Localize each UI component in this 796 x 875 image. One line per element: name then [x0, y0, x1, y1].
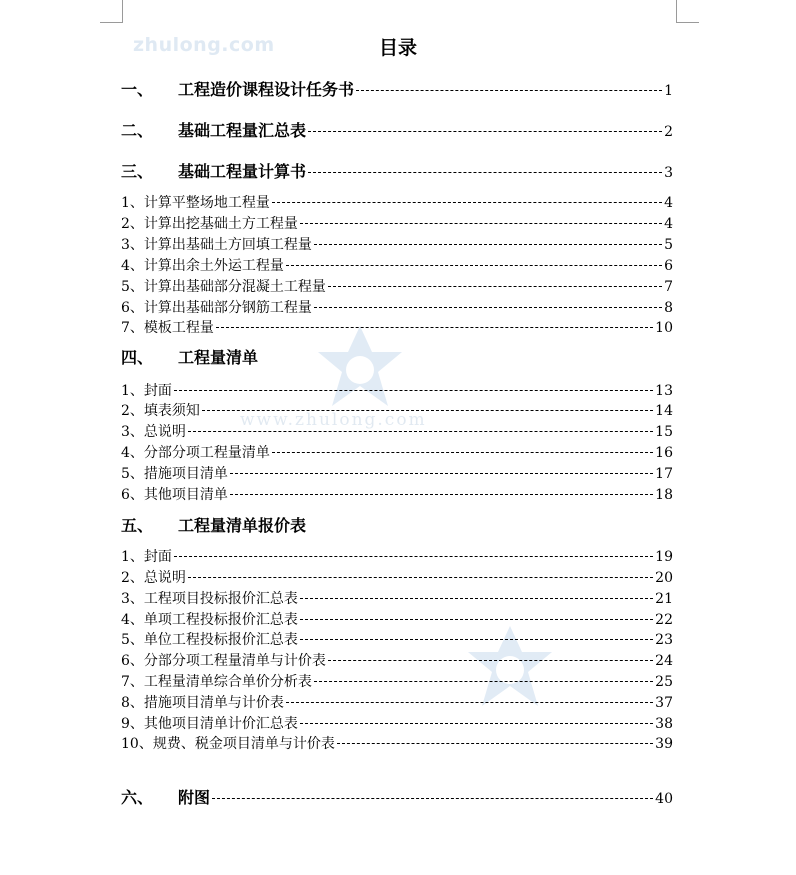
toc-entry[interactable] — [121, 380, 673, 400]
entry-number: 2、 — [121, 216, 144, 232]
dot-leader — [272, 202, 662, 203]
dot-leader — [188, 577, 653, 578]
entry-number: 4、 — [121, 258, 144, 274]
entry-title: 计算出基础土方回填工程量 — [143, 237, 312, 253]
entry-title: 模板工程量 — [143, 320, 214, 336]
entry-number: 3、 — [121, 591, 144, 607]
section-title: 工程造价课程设计任务书 — [178, 80, 355, 99]
page-number: 5 — [664, 237, 673, 253]
toc-section-2[interactable] — [121, 118, 673, 140]
entry-number: 4、 — [121, 612, 144, 628]
section-number: 一、 — [121, 80, 154, 99]
dot-leader — [272, 452, 653, 453]
entry-number: 3、 — [121, 237, 144, 253]
entry-title: 计算出基础部分混凝土工程量 — [143, 279, 326, 295]
section-title: 附图 — [178, 788, 211, 807]
entry-title: 分部分项工程量清单 — [143, 445, 270, 461]
entry-title: 总说明 — [143, 570, 186, 586]
page-number: 2 — [664, 124, 673, 140]
entry-number: 5、 — [121, 466, 144, 482]
toc-entry[interactable] — [121, 400, 673, 420]
dot-leader — [308, 172, 662, 173]
page-number: 6 — [664, 258, 673, 274]
dot-leader — [300, 223, 662, 224]
page-number: 21 — [655, 591, 673, 607]
page-number: 18 — [655, 487, 673, 503]
toc-entry[interactable] — [121, 567, 673, 587]
entry-number: 7、 — [121, 674, 144, 690]
entry-number: 2、 — [121, 570, 144, 586]
toc-entry[interactable] — [121, 609, 673, 629]
toc-section-6[interactable] — [121, 785, 673, 807]
entry-number: 2、 — [121, 403, 144, 419]
dot-leader — [328, 660, 653, 661]
dot-leader — [356, 90, 662, 91]
entry-title: 封面 — [143, 383, 172, 399]
dot-leader — [328, 286, 662, 287]
section-title: 工程量清单报价表 — [178, 516, 307, 535]
page-number: 1 — [664, 83, 673, 99]
section-title: 基础工程量计算书 — [178, 162, 307, 181]
dot-leader — [286, 702, 653, 703]
toc-entry[interactable] — [121, 733, 673, 753]
section-number: 三、 — [121, 162, 154, 181]
entry-title: 措施项目清单 — [143, 466, 228, 482]
dot-leader — [286, 265, 662, 266]
entry-title: 总说明 — [143, 424, 186, 440]
section-title: 基础工程量汇总表 — [178, 121, 307, 140]
dot-leader — [202, 410, 653, 411]
toc-entry[interactable] — [121, 421, 673, 441]
page-number: 4 — [664, 195, 673, 211]
dot-leader — [337, 743, 653, 744]
section-number: 五、 — [121, 516, 154, 535]
toc-entry[interactable] — [121, 650, 673, 670]
page-number: 22 — [655, 612, 673, 628]
page-title: 目录 — [378, 37, 417, 59]
toc-section-3[interactable] — [121, 159, 673, 181]
toc-entry[interactable] — [121, 484, 673, 504]
page-number: 10 — [655, 320, 673, 336]
toc-section-5[interactable] — [121, 513, 306, 536]
entry-title: 工程量清单综合单价分析表 — [143, 674, 312, 690]
toc-section-4[interactable] — [121, 345, 258, 368]
page-number: 39 — [655, 736, 673, 752]
toc-entry[interactable] — [121, 255, 673, 275]
section-number: 六、 — [121, 788, 154, 807]
entry-title: 计算出基础部分钢筋工程量 — [143, 300, 312, 316]
entry-title: 分部分项工程量清单与计价表 — [143, 653, 326, 669]
entry-title: 单位工程投标报价汇总表 — [143, 632, 298, 648]
page-number: 37 — [655, 695, 673, 711]
page-number: 16 — [655, 445, 673, 461]
toc-entry[interactable] — [121, 463, 673, 483]
dot-leader — [300, 723, 653, 724]
entry-number: 10、 — [121, 736, 153, 752]
dot-leader — [230, 494, 653, 495]
dot-leader — [314, 244, 662, 245]
toc-entry[interactable] — [121, 692, 673, 712]
dot-leader — [308, 131, 662, 132]
crop-mark-top-left — [100, 0, 123, 23]
entry-title: 计算平整场地工程量 — [143, 195, 270, 211]
toc-entry[interactable] — [121, 317, 673, 337]
entry-title: 规费、税金项目清单与计价表 — [152, 736, 335, 752]
page-number: 15 — [655, 424, 673, 440]
page-number: 19 — [655, 549, 673, 565]
page-number: 20 — [655, 570, 673, 586]
page-number: 24 — [655, 653, 673, 669]
entry-number: 1、 — [121, 549, 144, 565]
dot-leader — [174, 556, 653, 557]
page-number: 40 — [655, 791, 673, 807]
page-number: 8 — [664, 300, 673, 316]
toc-entry[interactable] — [121, 297, 673, 317]
entry-number: 6、 — [121, 300, 144, 316]
dot-leader — [300, 639, 653, 640]
watermark-url: www.zhulong.com — [240, 410, 427, 430]
entry-number: 5、 — [121, 632, 144, 648]
entry-title: 工程项目投标报价汇总表 — [143, 591, 298, 607]
page-number: 25 — [655, 674, 673, 690]
toc-entry[interactable] — [121, 629, 673, 649]
toc-entry[interactable] — [121, 276, 673, 296]
entry-number: 4、 — [121, 445, 144, 461]
page-number: 7 — [664, 279, 673, 295]
dot-leader — [188, 431, 653, 432]
dot-leader — [212, 798, 653, 799]
dot-leader — [300, 598, 653, 599]
entry-title: 封面 — [143, 549, 172, 565]
entry-number: 7、 — [121, 320, 144, 336]
entry-title: 措施项目清单与计价表 — [143, 695, 284, 711]
page-number: 13 — [655, 383, 673, 399]
entry-title: 其他项目清单 — [143, 487, 228, 503]
section-title: 工程量清单 — [178, 348, 259, 367]
entry-title: 计算出余土外运工程量 — [143, 258, 284, 274]
page-number: 17 — [655, 466, 673, 482]
entry-title: 单项工程投标报价汇总表 — [143, 612, 298, 628]
page-number: 38 — [655, 716, 673, 732]
entry-title: 填表须知 — [143, 403, 200, 419]
toc-entry[interactable] — [121, 713, 673, 733]
entry-number: 6、 — [121, 487, 144, 503]
entry-number: 9、 — [121, 716, 144, 732]
watermark-site: zhulong.com — [133, 34, 275, 56]
dot-leader — [314, 307, 662, 308]
page-number: 3 — [664, 165, 673, 181]
crop-mark-top-right — [676, 0, 699, 23]
toc-entry[interactable] — [121, 546, 673, 566]
dot-leader — [314, 681, 653, 682]
toc-entry[interactable] — [121, 442, 673, 462]
dot-leader — [216, 327, 653, 328]
entry-number: 3、 — [121, 424, 144, 440]
entry-number: 1、 — [121, 195, 144, 211]
entry-number: 5、 — [121, 279, 144, 295]
toc-entry[interactable] — [121, 588, 673, 608]
entry-number: 8、 — [121, 695, 144, 711]
entry-title: 其他项目清单计价汇总表 — [143, 716, 298, 732]
section-number: 二、 — [121, 121, 154, 140]
page-number: 14 — [655, 403, 673, 419]
entry-title: 计算出挖基础土方工程量 — [143, 216, 298, 232]
toc-section-1[interactable] — [121, 77, 673, 99]
entry-number: 6、 — [121, 653, 144, 669]
toc-entry[interactable] — [121, 234, 673, 254]
section-number: 四、 — [121, 348, 154, 367]
dot-leader — [230, 473, 653, 474]
entry-number: 1、 — [121, 383, 144, 399]
dot-leader — [174, 390, 653, 391]
page-number: 4 — [664, 216, 673, 232]
page-number: 23 — [655, 632, 673, 648]
toc-entry[interactable] — [121, 671, 673, 691]
toc-entry[interactable] — [121, 192, 673, 212]
dot-leader — [300, 619, 653, 620]
toc-entry[interactable] — [121, 213, 673, 233]
